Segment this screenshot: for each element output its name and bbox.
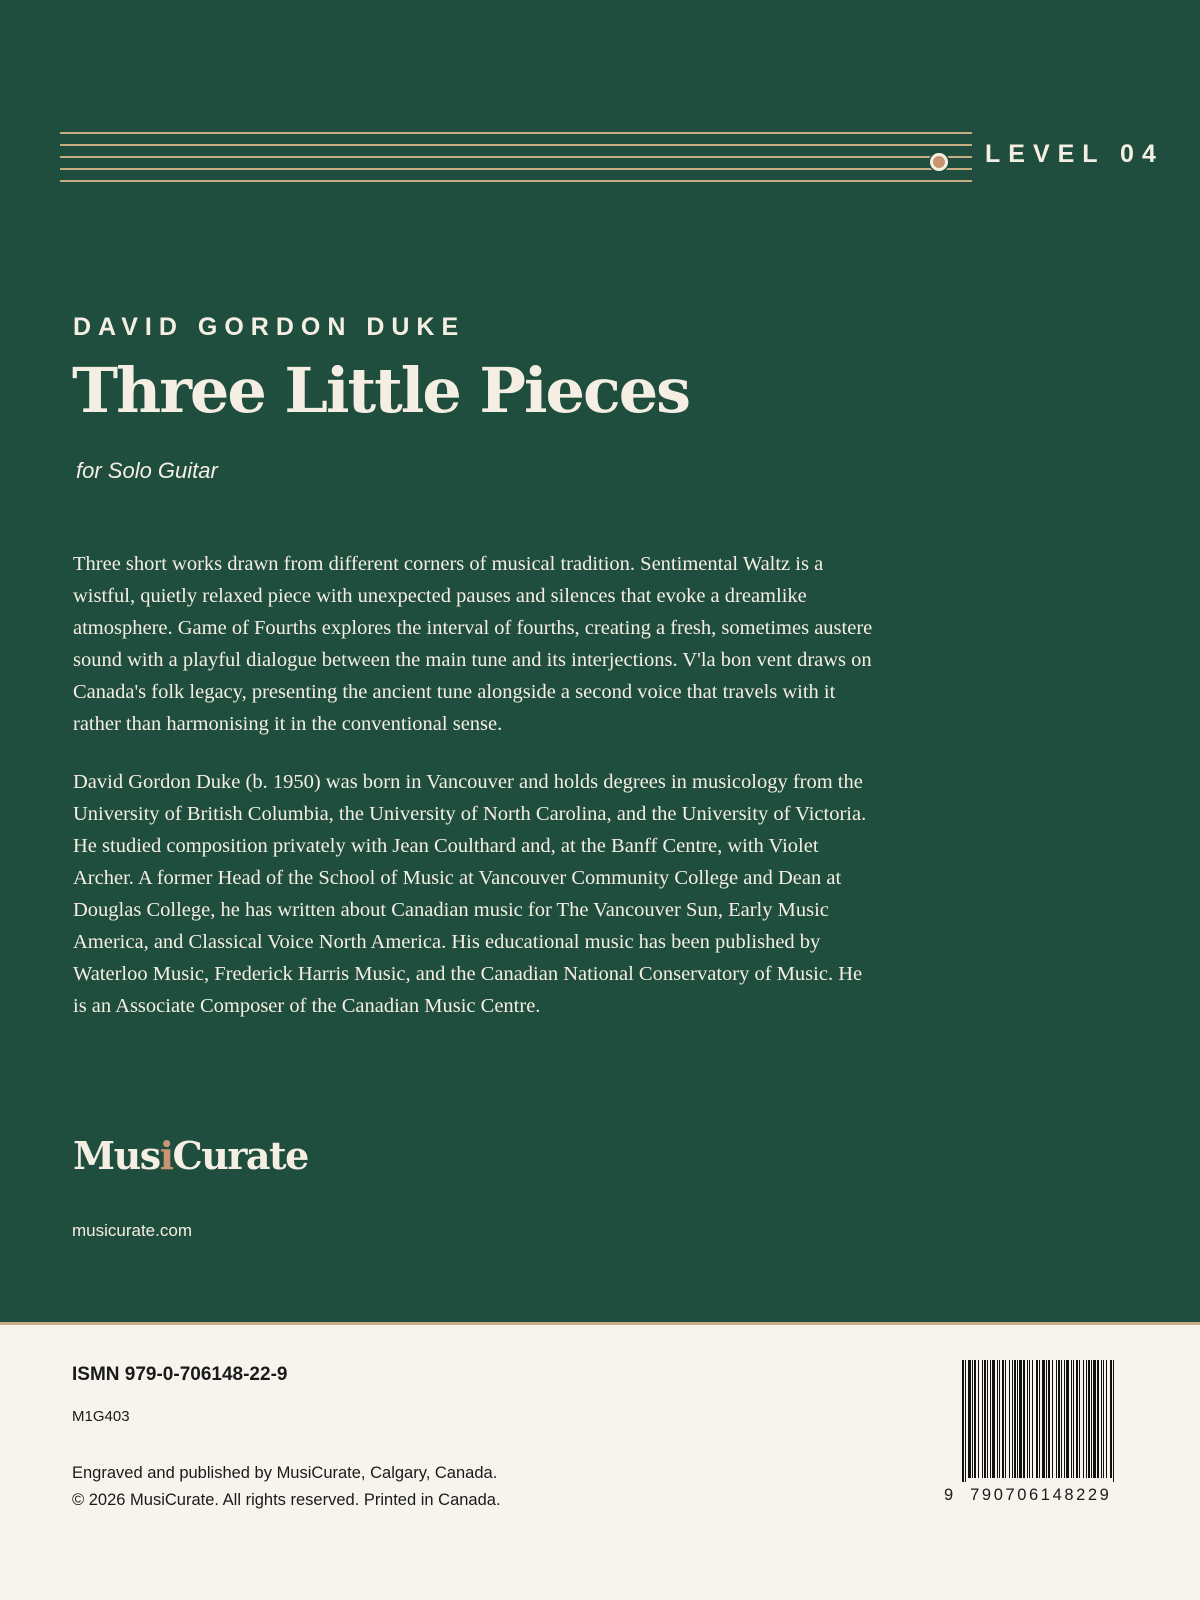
description-paragraph-bio: David Gordon Duke (b. 1950) was born in Vancouver and holds degrees in musicology from the University of British Columbia, the University of North Carolina, and the University of Victoria. He studied composition privately with Jean Coulthard and, at the Banff Centre, with Violet Archer. A former Head of the School of Music at Vancouver Community College and Dean at Douglas College, he has written about Canadian music for The Vancouver Sun, Early Music America, and Classical Voice North America. His educational music has been published by Waterloo Music, Frederick Harris Music, and the Canadian National Conservatory of Music. He is an Associate Composer of the Canadian Music Centre.	[73, 771, 867, 1017]
logo-text: Mus	[73, 1133, 160, 1178]
staff-line	[60, 168, 972, 170]
isbn-number: ISMN 979-0-706148-22-9	[72, 1364, 288, 1385]
publisher-info	[72, 1460, 501, 1514]
copyright-line: © 2026 MusiCurate. All rights reserved. Printed in Canada.	[72, 1491, 501, 1509]
composer-name: DAVID GORDON DUKE	[73, 313, 466, 341]
catalog-code: M1G403	[72, 1408, 130, 1425]
note-icon	[930, 153, 948, 171]
logo-accent-letter: i	[159, 1133, 173, 1178]
website-link[interactable]: musicurate.com	[72, 1221, 192, 1240]
publisher-line: Engraved and published by MusiCurate, Calgary, Canada.	[72, 1464, 498, 1482]
barcode-digits: 9 790706148229	[944, 1486, 1112, 1504]
barcode-icon	[962, 1360, 1118, 1482]
staff-line	[60, 132, 972, 134]
description	[73, 548, 873, 1048]
level-label: LEVEL 04	[985, 140, 1164, 168]
staff-line	[60, 180, 972, 182]
subtitle: for Solo Guitar	[76, 458, 218, 483]
staff-line	[60, 156, 972, 158]
music-staff-decoration	[60, 132, 972, 186]
staff-line	[60, 144, 972, 146]
page-title: Three Little Pieces	[72, 354, 690, 427]
logo-text: Curate	[172, 1133, 308, 1178]
publisher-logo	[73, 1133, 308, 1178]
description-paragraph-works: Three short works drawn from different corners of musical tradition. Sentimental Waltz is a wistful, quietly relaxed piece with unexpected pauses and silences that evoke a dreamlike atmosphere. Game of Fourths explores the interval of fourths, creating a fresh, sometimes austere sound with a playful dialogue between the main tune and its interjections. V'la bon vent draws on Canada's folk legacy, presenting the ancient tune alongside a second voice that travels with it rather than harmonising it in the conventional sense.	[73, 553, 873, 735]
